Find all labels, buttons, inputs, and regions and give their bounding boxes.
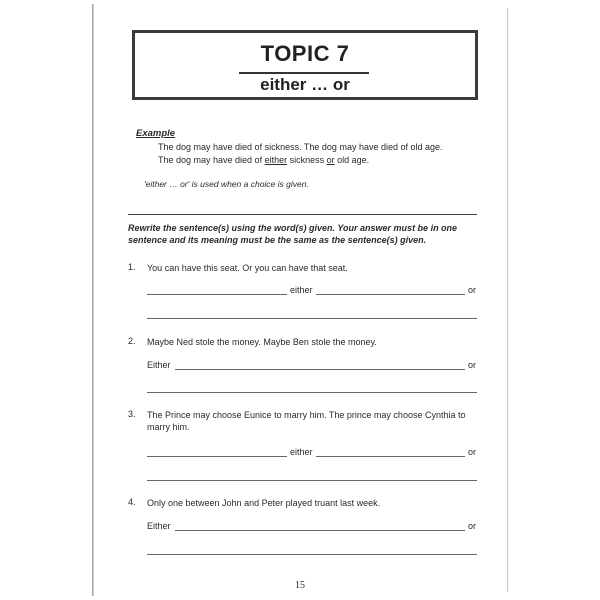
example-text: The dog may have died of <box>158 155 265 165</box>
given-word: or <box>468 521 477 531</box>
instructions: Rewrite the sentence(s) using the word(s) given. Your answer must be in one sentence and its meaning must be the same as the sentence(s) given. <box>128 223 458 245</box>
page-number: 15 <box>295 580 305 591</box>
topic-subtitle: either … or <box>260 75 350 94</box>
given-word: Either <box>147 521 171 531</box>
answer-blank[interactable] <box>316 294 465 295</box>
answer-blank[interactable] <box>147 456 287 457</box>
example-sentence-1: The dog may have died of sickness. The dog may have died of old age. <box>158 142 443 152</box>
example-sentence-2 <box>158 155 369 165</box>
given-word: either <box>290 285 313 295</box>
given-word: or <box>468 360 477 370</box>
topic-title-box <box>132 30 478 100</box>
example-or: or <box>326 155 335 165</box>
question-number: 1. <box>128 262 136 272</box>
example-either: either <box>264 155 288 165</box>
answer-line[interactable] <box>147 392 477 393</box>
answer-blank[interactable] <box>175 530 465 531</box>
answer-blank[interactable] <box>147 294 287 295</box>
answer-line[interactable] <box>147 480 477 481</box>
question-number: 2. <box>128 336 136 346</box>
answer-blank[interactable] <box>175 369 465 370</box>
question-number: 3. <box>128 409 136 419</box>
example-text: old age. <box>334 155 370 165</box>
given-word: either <box>290 447 313 457</box>
given-word: or <box>468 447 477 457</box>
topic-title: TOPIC 7 <box>260 41 350 66</box>
example-label: Example <box>136 128 176 139</box>
answer-line[interactable] <box>147 318 477 319</box>
question-text: Maybe Ned stole the money. Maybe Ben stole the money. <box>147 337 377 347</box>
question-text: Only one between John and Peter played truant last week. <box>147 498 381 508</box>
given-word: Either <box>147 360 171 370</box>
page-edge <box>507 8 508 592</box>
given-word: or <box>468 285 477 295</box>
question-text: You can have this seat. Or you can have that seat. <box>147 263 348 273</box>
usage-note: 'either … or' is used when a choice is given. <box>144 179 309 189</box>
answer-blank[interactable] <box>316 456 465 457</box>
section-divider <box>128 214 477 215</box>
question-number: 4. <box>128 497 136 507</box>
answer-line[interactable] <box>147 554 477 555</box>
page-binding-shadow <box>92 4 94 596</box>
example-text: sickness <box>287 155 327 165</box>
question-text: The Prince may choose Eunice to marry him. The prince may choose Cynthia to marry him. <box>147 410 466 432</box>
title-divider <box>239 72 369 74</box>
